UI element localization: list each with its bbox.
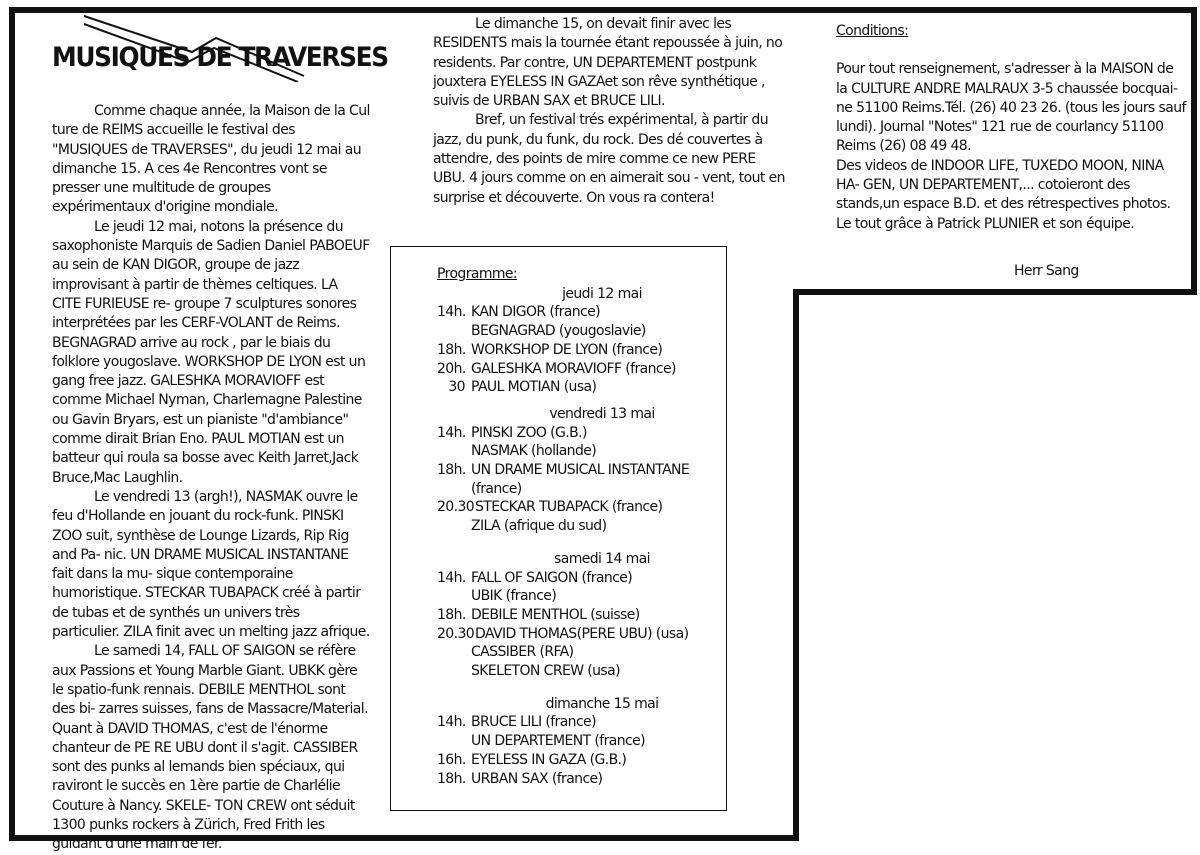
programme-row: 30 PAUL MOTIAN (usa) <box>448 379 597 396</box>
programme-row: UBIK (france) <box>471 588 557 605</box>
programme-row: NASMAK (hollande) <box>471 443 597 460</box>
article-paragraph: Comme chaque année, la Maison de la Cul ture de REIMS accueille le festival des "MUSIQUES de TRAVERSES", du jeudi 12 mai au dimanche 15. A ces 4e Rencontres vont se presser une multitude de groupes expérimentaux d'origine mondiale. <box>52 103 370 216</box>
programme-row: BEGNAGRAD (yougoslavie) <box>471 323 646 340</box>
programme-row: 18h. UN DRAME MUSICAL INSTANTANE (france) <box>437 462 690 497</box>
conditions-paragraph: Pour tout renseignement, s'adresser à la MAISON de la CULTURE ANDRE MALRAUX 3-5 chaussée bocquai- ne 51100 Reims.Tél. (26) 40 23 26. (tous les jours sauf lundi). Journal "Notes" 121 rue de courlancy 51100 Reims (26) 08 49 48. <box>836 61 1186 155</box>
signature: Herr Sang <box>1014 263 1079 279</box>
article-paragraph: Le samedi 14, FALL OF SAIGON se réfère aux Passions et Young Marble Giant. UBKK gère le spatio-funk rennais. DEBILE MENTHOL sont des bi- zarres suisses, fans de Massacre/Material. Quant à DAVID THOMAS, c'est de l'énorme chanteur de PE RE UBU dont il s'agit. CASSIBER sont des punks al lemands bien spéciaux, qui raviront le succès en 1ère partie de Charlélie Couture à Nancy. SKELE- TON CREW ont séduit 1300 punks rockers à Zürich, Fred Frith les guidant d'une main de fer. <box>52 643 368 853</box>
frame-right-lower <box>793 289 799 841</box>
programme-row: ZILA (afrique du sud) <box>471 518 607 535</box>
programme-row: 20h. GALESHKA MORAVIOFF (france) <box>437 360 676 377</box>
frame-right-upper <box>1191 7 1197 295</box>
left-column <box>52 102 370 855</box>
programme-row: UN DEPARTEMENT (france) <box>471 733 645 750</box>
programme-row: 18h. WORKSHOP DE LYON (france) <box>437 341 663 358</box>
day-label: jeudi 12 mai <box>562 285 642 302</box>
programme-row: SKELETON CREW (usa) <box>471 663 620 680</box>
programme <box>437 265 727 788</box>
programme-row: 14h. BRUCE LILI (france) <box>437 714 596 731</box>
programme-row: 14h. KAN DIGOR (france) <box>437 304 600 321</box>
conditions-paragraph: Des videos de INDOOR LIFE, TUXEDO MOON, NINA HA- GEN, UN DEPARTEMENT,... cotoieront des stands,un espace B.D. et des rétrespectives photos. Le tout grâce à Patrick PLUNIER et son équipe. <box>836 157 1171 232</box>
middle-column <box>433 15 789 208</box>
programme-row: 14h. PINSKI ZOO (G.B.) <box>437 424 587 441</box>
article-paragraph: Le dimanche 15, on devait finir avec les RESIDENTS mais la tournée étant repoussée à juin, no residents. Par contre, UN DEPARTEMENT postpunk jouxtera EYELESS IN GAZAet son rêve synthétique , suivis de URBAN SAX et BRUCE LILI. <box>433 16 783 110</box>
programme-row: 20.30 DAVID THOMAS(PERE UBU) (usa) <box>437 625 689 642</box>
programme-row: 20.30 STECKAR TUBAPACK (france) <box>437 499 663 516</box>
page-title: MUSIQUES DE TRAVERSES <box>52 42 388 73</box>
frame-left <box>9 7 15 841</box>
day-label: vendredi 13 mai <box>549 405 655 422</box>
conditions-heading: Conditions: <box>836 23 909 39</box>
day-label: dimanche 15 mai <box>545 695 659 712</box>
programme-heading: Programme: <box>437 266 518 282</box>
programme-row: 18h. DEBILE MENTHOL (suisse) <box>437 606 640 623</box>
programme-row: 18h. URBAN SAX (france) <box>437 770 603 787</box>
programme-row: 14h. FALL OF SAIGON (france) <box>437 569 633 586</box>
article-paragraph: Le jeudi 12 mai, notons la présence du saxophoniste Marquis de Sadien Daniel PABOEUF au sein de KAN DIGOR, groupe de jazz improvisant à partir de thèmes celtiques. LA CITE FURIEUSE re- groupe 7 sculptures sonores interprétées par les CERF-VOLANT de Reims. BEGNAGRAD arrive au rock , par le biais du folklore yougoslave. WORKSHOP DE LYON est un gang free jazz. GALESHKA MORAVIOFF est comme Michael Nyman, Charlemagne Palestine ou Gavin Bryars, est un pianiste "d'ambiance" comme dirait Brian Eno. PAUL MOTIAN est un batteur qui roula sa bosse avec Keith Jarret,Jack Bruce,Mac Laughlin. <box>52 218 370 486</box>
frame-step <box>793 289 1197 295</box>
day-label: samedi 14 mai <box>554 550 650 567</box>
article-paragraph: Le vendredi 13 (argh!), NASMAK ouvre le feu d'Hollande en jouant du rock-funk. PINSKI ZOO suit, synthèse de Lounge Lizards, Rip Rig and Pa- nic. UN DRAME MUSICAL INSTANTANE fait dans la mu- sique contemporaine humoristique. STECKAR TUBAPACK créé à partir de tubas et de synthés un univers très particulier. ZILA finit avec un melting jazz afrique. <box>52 488 370 641</box>
conditions-column <box>836 22 1188 234</box>
article-paragraph: Bref, un festival trés expérimental, à partir du jazz, du punk, du funk, du rock. Des dé couvertes à attendre, des points de mire comme ce new PERE UBU. 4 jours comme on en aimerait sou - vent, tout en surprise et découverte. On vous ra contera! <box>433 112 785 206</box>
programme-row: 16h. EYELESS IN GAZA (G.B.) <box>437 751 627 768</box>
programme-row: CASSIBER (RFA) <box>471 644 574 661</box>
